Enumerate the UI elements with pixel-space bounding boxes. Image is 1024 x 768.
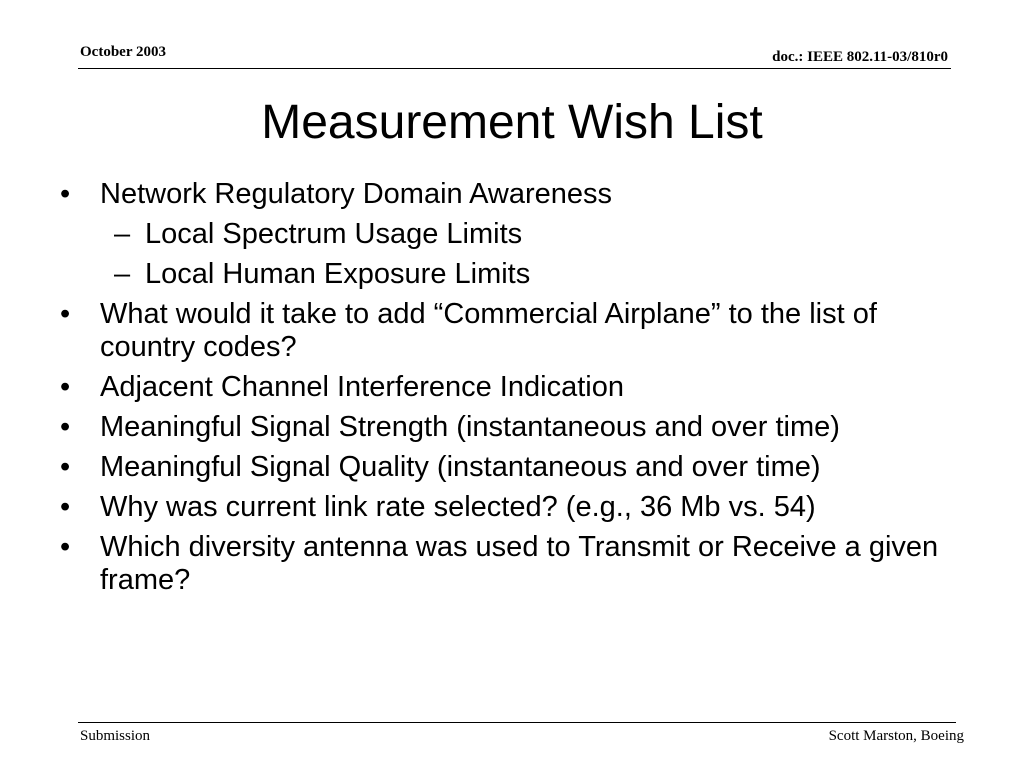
- list-item-text: Adjacent Channel Interference Indication: [100, 371, 624, 403]
- list-item-text: Network Regulatory Domain Awareness: [100, 178, 613, 210]
- header-divider: [78, 68, 951, 69]
- sub-list-item: [0, 218, 1024, 251]
- bullet-marker: •: [60, 298, 71, 330]
- list-item: [0, 371, 1024, 404]
- list-item: [0, 178, 1024, 211]
- footer-author: Scott Marston, Boeing: [828, 728, 964, 744]
- list-item: [0, 531, 1024, 597]
- list-item-text: Meaningful Signal Strength (instantaneous and over time): [100, 411, 840, 443]
- slide-title: Measurement Wish List: [261, 96, 763, 149]
- list-item: [0, 491, 1024, 524]
- list-item-text: Meaningful Signal Quality (instantaneous and over time): [100, 451, 821, 483]
- bullet-marker: •: [60, 371, 71, 403]
- bullet-marker: •: [60, 411, 71, 443]
- footer-submission: Submission: [80, 728, 151, 744]
- bullet-marker: •: [60, 531, 71, 563]
- dash-marker: –: [114, 258, 131, 290]
- list-item-text: Which diversity antenna was used to Transmit or Receive a given frame?: [100, 531, 939, 596]
- footer-divider: [78, 722, 956, 723]
- list-item: [0, 451, 1024, 484]
- list-item-text: Local Human Exposure Limits: [145, 258, 531, 290]
- bullet-marker: •: [60, 491, 71, 523]
- sub-list-item: [0, 258, 1024, 291]
- bullet-marker: •: [60, 178, 71, 210]
- list-item-text: What would it take to add “Commercial Airplane” to the list of country codes?: [100, 298, 877, 363]
- list-item: [0, 298, 1024, 364]
- list-item-text: Local Spectrum Usage Limits: [145, 218, 523, 250]
- bullet-marker: •: [60, 451, 71, 483]
- bullet-list: [0, 178, 1024, 604]
- header-doc-id: doc.: IEEE 802.11-03/810r0: [772, 49, 948, 65]
- list-item: [0, 411, 1024, 444]
- dash-marker: –: [114, 218, 131, 250]
- list-item-text: Why was current link rate selected? (e.g., 36 Mb vs. 54): [100, 491, 816, 523]
- header-date: October 2003: [80, 44, 166, 60]
